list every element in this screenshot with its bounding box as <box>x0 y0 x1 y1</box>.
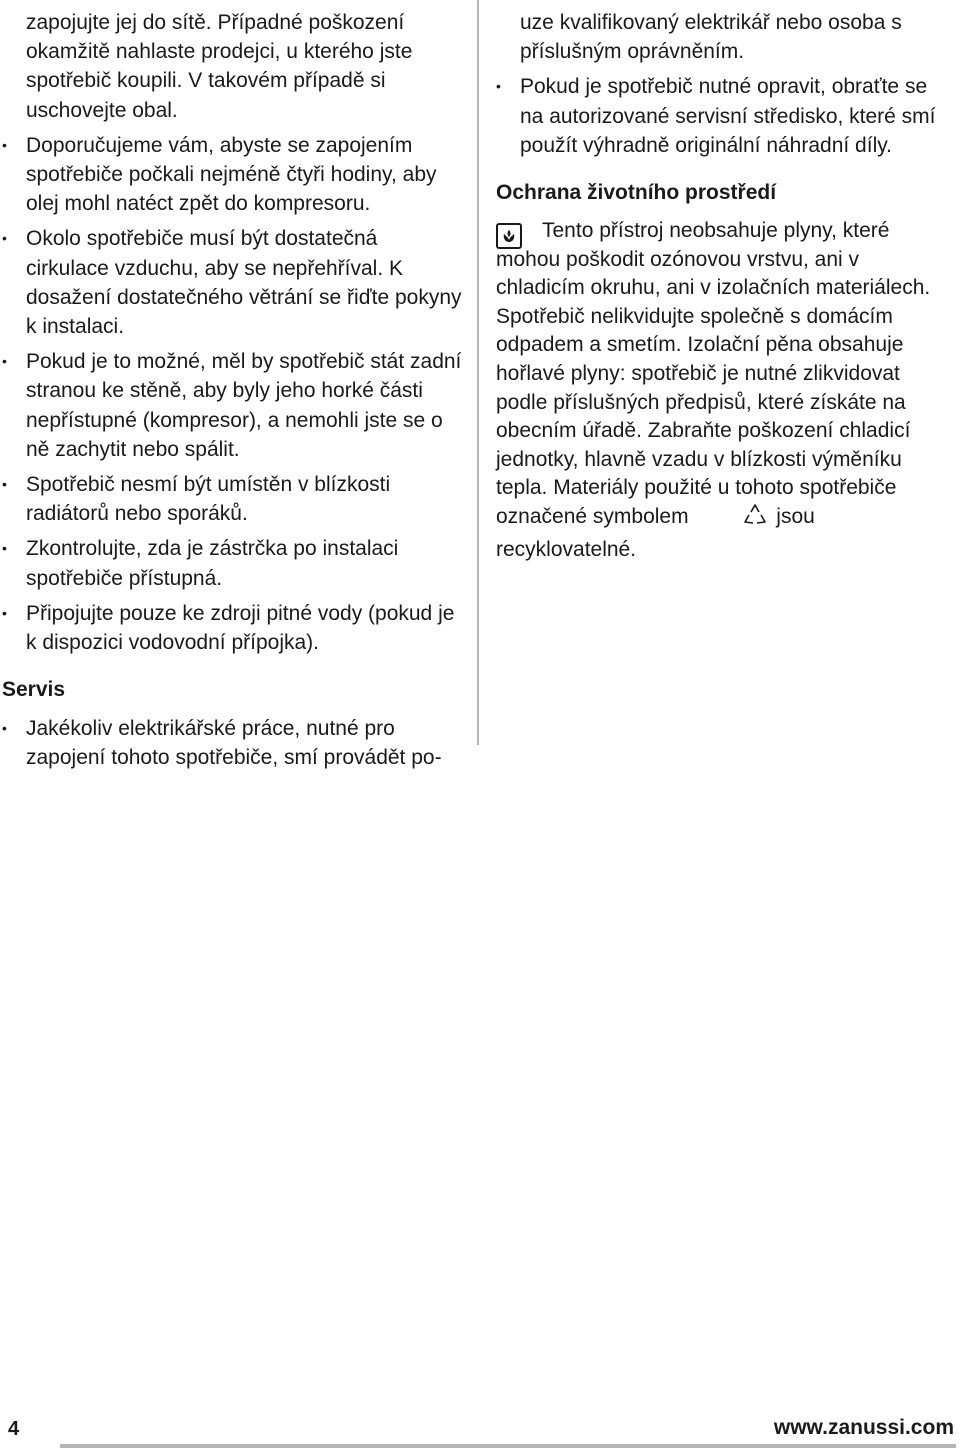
footer-url: www.zanussi.com <box>773 1416 954 1439</box>
intro-paragraph: zapojujte jej do sítě. Případné poškození okamžitě nahlaste prodejci, u kterého jste spotřebič koupili. V takovém případě si uschovejte obal. <box>26 11 413 122</box>
page-number: 4 <box>8 1418 20 1440</box>
list-item: • Pokud je spotřebič nutné opravit, obraťte se na autorizované servisní středisko, které smí použít výhradně originální náhradní díly. <box>520 72 942 160</box>
column-divider <box>477 0 479 745</box>
right-column <box>496 8 942 564</box>
left-column <box>2 8 466 773</box>
list-item: • Doporučujeme vám, abyste se zapojením spotřebiče počkali nejméně čtyři hodiny, aby olej mohl natéct zpět do kompresoru. <box>26 131 466 219</box>
list-item: • Okolo spotřebiče musí být dostatečná cirkulace vzduchu, aby se nepřehříval. K dosažení dostatečného větrání se řiďte pokyny k instalaci. <box>26 224 466 341</box>
environment-heading: Ochrana životního prostředí <box>496 181 777 205</box>
environment-text-end: jsou recyklovatelné. <box>496 504 815 561</box>
list-item: • Spotřebič nesmí být umístěn v blízkosti radiátorů nebo sporáků. <box>26 470 466 528</box>
list-item: • Pokud je to možné, měl by spotřebič stát zadní stranou ke stěně, aby byly jeho horké části nepřístupné (kompresor), a nemohli jste se o ně zachytit nebo spálit. <box>26 347 466 464</box>
list-item: • Zkontrolujte, zda je zástrčka po instalaci spotřebiče přístupná. <box>26 534 466 592</box>
environment-section <box>496 217 942 564</box>
environment-text-main: Tento přístroj neobsahuje plyny, které mohou poškodit ozónovou vrstvu, ani v chladicím okruhu, ani v izolačních materiálech. Spotřebič nelikvidujte společně s domácím odpadem a smetím. Izolační pěna obsahuje hořlavé plyny: spotřebič je nutné zlikvidovat podle příslušných předpisů, které získáte na obecním úřadě. Zabraňte poškození chladicí jednotky, hlavně vzadu v blízkosti výměníku tepla. Materiály použité u tohoto spotřebiče označené symbolem <box>496 219 931 528</box>
environment-icon <box>496 223 522 249</box>
servis-heading: Servis <box>2 678 66 702</box>
environment-text <box>496 217 942 564</box>
list-item: • Připojujte pouze ke zdroji pitné vody (pokud je k dispozici vodovodní přípojka). <box>26 599 466 657</box>
continuation-paragraph: uze kvalifikovaný elektrikář nebo osoba s příslušným oprávněním. <box>520 11 902 64</box>
recycle-icon <box>696 503 768 536</box>
footer-rule <box>60 1444 956 1448</box>
list-item: • Jakékoliv elektrikářské práce, nutné pro zapojení tohoto spotřebiče, smí provádět po- <box>26 714 466 772</box>
